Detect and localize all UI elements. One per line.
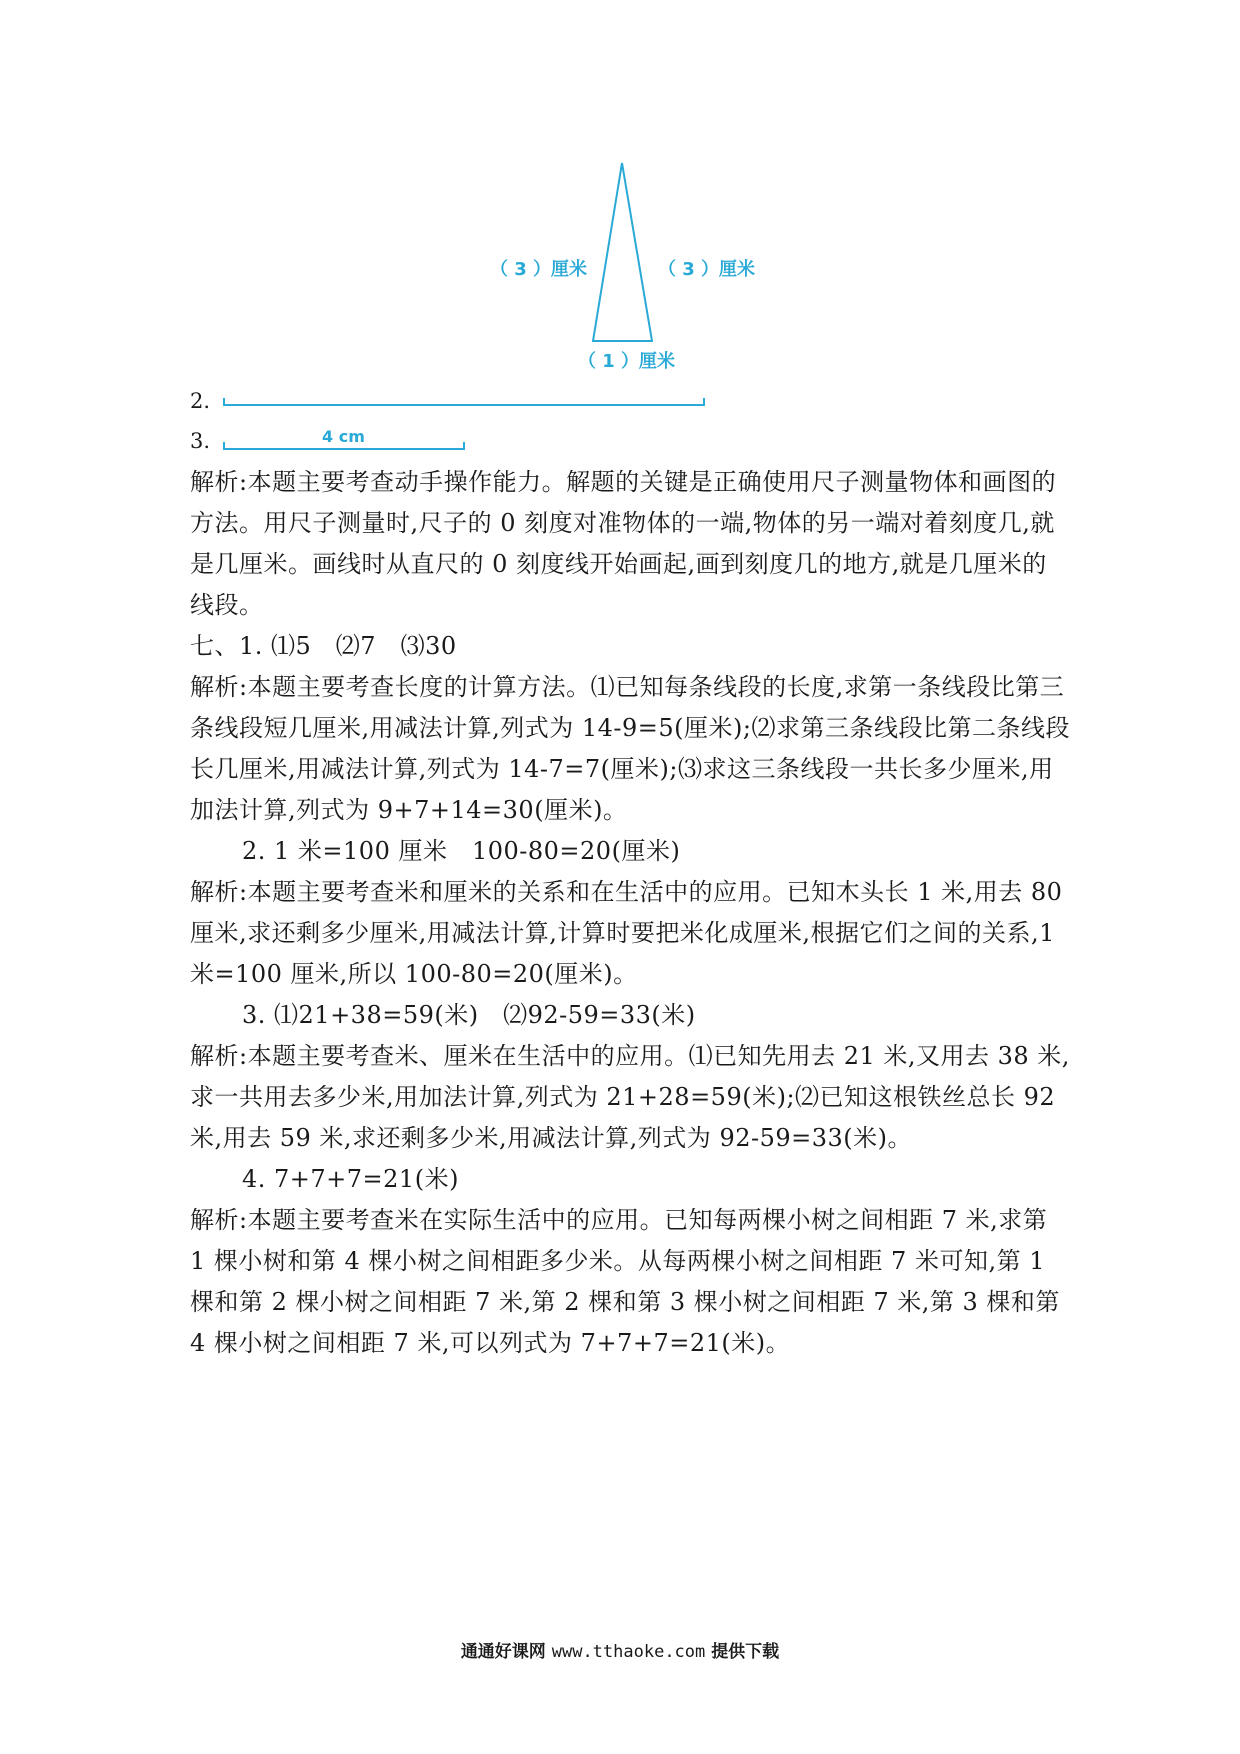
item-3-length-label: 4 cm: [322, 427, 365, 446]
analysis-paragraph-1: 解析:本题主要考查动手操作能力。解题的关键是正确使用尺子测量物体和画图的方法。用尺子测量时,尺子的 0 刻度对准物体的一端,物体的另一端对着刻度几,就是几厘米。画线时从直尺的 0 刻度线开始画起,画到刻度几的地方,就是几厘米的线段。: [190, 468, 1057, 619]
answer-seven-3: 3. ⑴21+38=59(米) ⑵92-59=33(米): [242, 1001, 696, 1029]
answer-seven-4: 4. 7+7+7=21(米): [242, 1165, 459, 1193]
answer-seven-2: 2. 1 米=100 厘米 100-80=20(厘米): [242, 837, 681, 865]
footer-site-name: 通通好课网: [460, 1642, 546, 1662]
analysis-paragraph-3: 解析:本题主要考查米和厘米的关系和在生活中的应用。已知木头长 1 米,用去 80 厘米,求还剩多少厘米,用减法计算,计算时要把米化成厘米,根据它们之间的关系,1 米=100 厘米,所以 100-80=20(厘米)。: [190, 878, 1063, 988]
item-3-number: 3.: [190, 429, 211, 453]
item-2-number: 2.: [190, 389, 211, 413]
footer-url[interactable]: www.tthaoke.com: [551, 1642, 706, 1662]
footer-suffix: 提供下载: [711, 1642, 780, 1662]
triangle-right-side-label: （ 3 ）厘米: [658, 259, 756, 280]
triangle-left-side-label: （ 3 ）厘米: [490, 259, 588, 280]
analysis-paragraph-2: 解析:本题主要考查长度的计算方法。⑴已知每条线段的长度,求第一条线段比第三条线段短几厘米,用减法计算,列式为 14-9=5(厘米);⑵求第三条线段比第二条线段长几厘米,用减法计算,列式为 14-7=7(厘米);⑶求这三条线段一共长多少厘米,用加法计算,列式为 9+7+14=30(厘米)。: [190, 673, 1070, 824]
analysis-paragraph-4: 解析:本题主要考查米、厘米在生活中的应用。⑴已知先用去 21 米,又用去 38 米,求一共用去多少米,用加法计算,列式为 21+28=59(米);⑵已知这根铁丝总长 92 米,用去 59 米,求还剩多少米,用减法计算,列式为 92-59=33(米)。: [190, 1042, 1070, 1152]
triangle-base-label: （ 1 ）厘米: [578, 351, 676, 372]
triangle-shape: [593, 163, 652, 341]
item-2-segment: [222, 393, 706, 409]
page-footer: [0, 1637, 1240, 1662]
answer-seven-1: 七、1. ⑴5 ⑵7 ⑶30: [190, 632, 457, 660]
triangle-figure: [560, 150, 670, 350]
answer-text-block: [190, 462, 1070, 1364]
analysis-paragraph-5: 解析:本题主要考查米在实际生活中的应用。已知每两棵小树之间相距 7 米,求第 1 棵小树和第 4 棵小树之间相距多少米。从每两棵小树之间相距 7 米可知,第 1 棵和第 2 棵小树之间相距 7 米,第 2 棵和第 3 棵小树之间相距 7 米,第 3 棵和第 4 棵小树之间相距 7 米,可以列式为 7+7+7=21(米)。: [190, 1206, 1060, 1357]
